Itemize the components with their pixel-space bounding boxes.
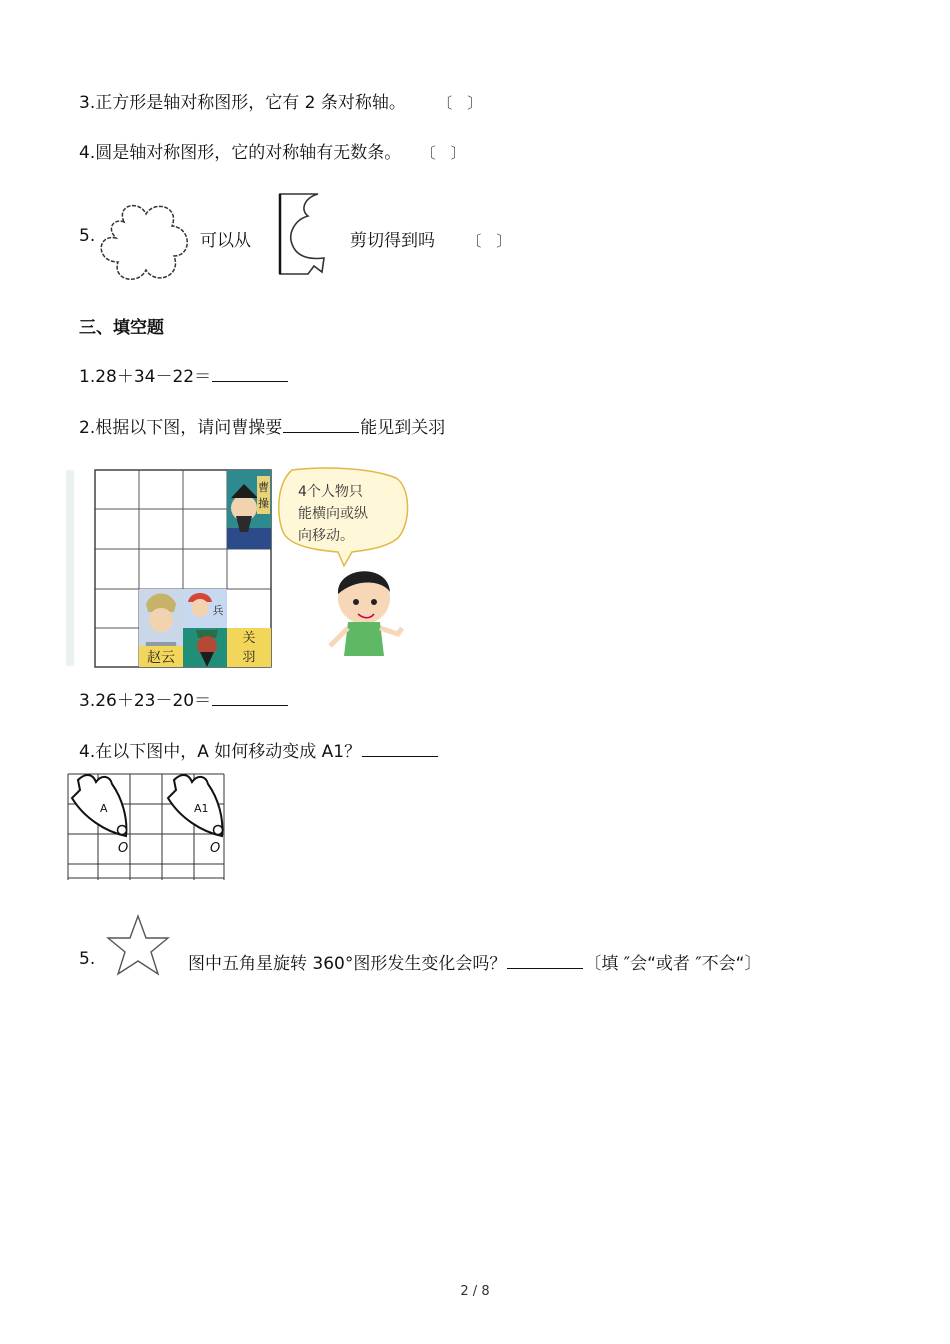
- answer-bracket[interactable]: 〔 〕: [466, 232, 512, 250]
- zhaoyun-label: 赵云: [147, 650, 175, 666]
- tf-item-3-text: 正方形是轴对称图形，它有 2 条对称轴。: [95, 93, 406, 113]
- fill-item-5-text: 图中五角星旋转 360°图形发生变化会吗？: [188, 954, 507, 974]
- flower-a1-label: A1: [194, 802, 209, 815]
- answer-blank[interactable]: [212, 689, 288, 706]
- caocao-label-1: 曹: [258, 481, 269, 494]
- fill-item-5-suffix: 〔填 ″会“或者 ″不会“〕: [584, 954, 762, 974]
- tf-item-4-text: 圆是轴对称图形，它的对称轴有无数条。: [95, 143, 402, 163]
- tf-item-3-num: 3.: [79, 93, 96, 113]
- guanyu-label-2: 羽: [242, 650, 256, 665]
- fill-item-3: [79, 686, 289, 711]
- fill-item-4: [79, 737, 439, 762]
- fill-item-3-text: 3.26＋23－20＝: [79, 691, 212, 711]
- five-point-star-figure: [104, 912, 172, 980]
- tf-item-4-num: 4.: [79, 143, 96, 163]
- flower-a1-origin: O: [210, 841, 221, 856]
- tf-item-5-text-b: [350, 226, 511, 251]
- page-number: 2 / 8: [460, 1284, 490, 1299]
- speech-bubble: [279, 468, 408, 566]
- flower-a-label: A: [100, 802, 108, 815]
- tf-item-3: [79, 88, 482, 113]
- folded-paper-figure: [274, 190, 336, 280]
- section-3-title: 三、填空题: [79, 318, 164, 338]
- fill-item-4-text: 4.在以下图中，A 如何移动变成 A1？: [79, 742, 362, 762]
- fill-item-2-text: 2.根据以下图，请问曹操要: [79, 418, 283, 438]
- speech-line-3: 向移动。: [298, 528, 354, 544]
- answer-bracket[interactable]: 〔 〕: [437, 94, 483, 112]
- fill-item-2: [79, 413, 445, 438]
- tf-item-5-text-b-label: 剪切得到吗: [350, 231, 435, 251]
- soldier-label: 兵: [212, 604, 224, 617]
- flower-a-origin: O: [118, 841, 129, 856]
- puzzle-grid-illustration: [66, 462, 416, 672]
- fill-item-2-suffix: 能见到关羽: [360, 418, 446, 438]
- answer-bracket[interactable]: 〔 〕: [420, 144, 466, 162]
- speech-line-2: 能横向或纵: [298, 506, 368, 522]
- boy-cartoon: [330, 571, 402, 656]
- zhaoyun-tile: [139, 589, 183, 667]
- fill-item-5-num: 5.: [79, 949, 96, 969]
- tf-item-5-text-a: 可以从: [200, 231, 251, 251]
- answer-blank[interactable]: [507, 952, 583, 969]
- flower-translation-figure: [66, 770, 228, 882]
- flower-a: [72, 775, 128, 856]
- guanyu-label-1: 关: [242, 631, 256, 646]
- caocao-label-2: 操: [258, 497, 269, 510]
- soldier-tile: [183, 589, 227, 628]
- tf-item-5-num: 5.: [79, 226, 96, 246]
- guanyu-tile: [183, 628, 271, 667]
- fill-item-5: [188, 949, 761, 974]
- answer-blank[interactable]: [283, 416, 359, 433]
- fill-item-1-text: 1.28＋34－22＝: [79, 367, 212, 387]
- cloud-shape-figure: [96, 200, 192, 286]
- fill-item-1: [79, 362, 289, 387]
- speech-line-1: 4个人物只: [298, 484, 363, 500]
- caocao-tile: [227, 470, 271, 549]
- answer-blank[interactable]: [212, 365, 288, 382]
- answer-blank[interactable]: [362, 740, 438, 757]
- tf-item-4: [79, 138, 466, 163]
- flower-a1: [168, 775, 223, 856]
